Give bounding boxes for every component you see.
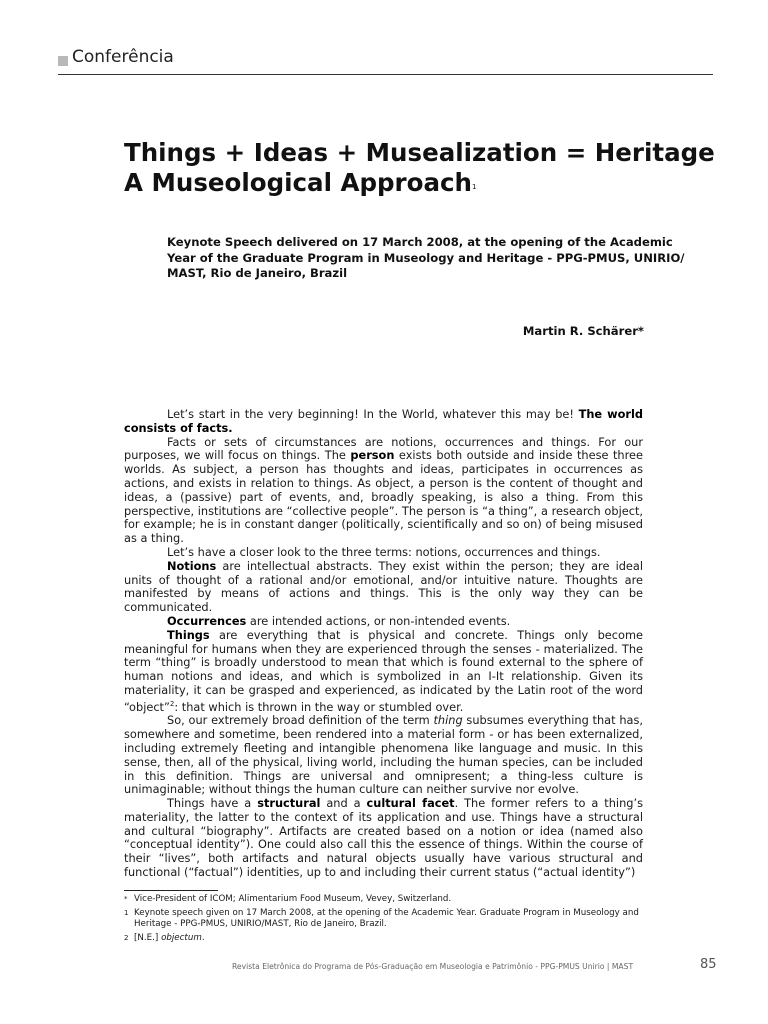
footnotes — [124, 894, 649, 944]
footnote-1 — [124, 908, 649, 930]
bold-span: structural — [257, 796, 321, 811]
text-span: are everything that is physical and concrete. Things only become meaningful for humans when they are experienced through the senses - materialized. The term “thing” is broadly understood to mean that which is found external to the sphere of human notions and ideas, and which is symbolized in an I-It relationship. Given its materiality, it can be grasped and experienced, as indicated by the Latin root of the word “object” — [124, 627, 643, 714]
footnote-ref: 2 — [169, 699, 175, 708]
keynote-info — [167, 235, 685, 282]
text-span: [N.E.] — [134, 933, 162, 943]
paragraph — [124, 436, 643, 546]
journal-footer: Revista Eletrônica do Programa de Pós-Graduação em Museologia e Patrimônio - PPG-PMUS Unirio | MAST — [232, 962, 634, 971]
article-body — [124, 408, 643, 880]
paragraph — [124, 629, 643, 715]
section-header — [58, 47, 713, 77]
header-rule — [58, 74, 713, 75]
text-span: subsumes everything that has, somewhere and sometime, been rendered into a material form - or has been externalized, including extremely fleeting and intangible phenomena like language and music. In this sense, then, all of the physical, living world, including the human species, can be included in this definition. Things are universal and omnipresent; a thing-less culture is unimaginable; without things the human culture can neither survive nor evolve. — [124, 713, 643, 797]
text-span: . The former refers to a thing’s materiality, the latter to the context of its application and use. Things have a structural and cultural “biography”. Artifacts are created based on a notion or idea (named also “conceptual identity”). One could also call this the essence of things. Within the course of their “lives”, both artifacts and natural objects usually have various structural and functional (“factual”) identities, up to and including their current status (“actual identity”) — [124, 796, 643, 880]
footnote-star — [124, 894, 649, 905]
text-span: Facts or sets of circumstances are notions, occurrences and things. For our purposes, we will focus on things. The — [124, 434, 643, 463]
bold-span: person — [350, 448, 395, 463]
title-line-2 — [124, 168, 684, 198]
paragraph — [124, 797, 643, 880]
text-span: . — [201, 933, 205, 943]
section-label: Conferência — [72, 47, 174, 67]
author-name: Martin R. Schärer* — [522, 324, 644, 338]
footnote-mark: 1 — [124, 909, 129, 917]
bold-span: Things — [167, 627, 210, 642]
title-footnote-ref: 1 — [471, 183, 477, 191]
text-span: So, our extremely broad definition of the term — [167, 713, 434, 728]
text-span: are intended actions, or non-intended events. — [246, 613, 511, 628]
title-line-2-text: A Museological Approach — [124, 168, 472, 197]
paragraph — [124, 714, 643, 797]
footnote-mark: 2 — [124, 934, 129, 942]
text-span: exists both outside and inside these three worlds. As subject, a person has thoughts and ideas, participates in occurrences as actions, and exists in relation to things. As object, a person is the content of thought and ideas, a (passive) part of events, and, broadly speaking, is also a thing. From this perspective, institutions are “collective people”. The person is “a thing”, a research object, for example; he is in constant danger (politically, scientifically and so on) of being misused as a thing. — [124, 448, 643, 546]
footnote-2 — [124, 933, 649, 944]
paragraph: Let’s have a closer look to the three terms: notions, occurrences and things. — [167, 544, 601, 559]
text-span: Things have a — [167, 796, 258, 811]
page-number: 85 — [700, 957, 717, 972]
keynote-line: Keynote Speech delivered on 17 March 2008, at the opening of the Academic — [167, 235, 673, 249]
footnote-text — [134, 933, 649, 944]
title-line-1: Things + Ideas + Musealization = Heritage — [124, 138, 715, 167]
italic-span: objectum — [161, 933, 202, 943]
text-span: : that which is thrown in the way or stumbled over. — [174, 699, 464, 714]
bold-span: Occurrences — [167, 613, 247, 628]
paragraph — [124, 560, 643, 615]
paragraph — [124, 408, 643, 436]
footnote-text: Vice-President of ICOM; Alimentarium Food Museum, Vevey, Switzerland. — [134, 894, 452, 904]
square-bullet-icon — [58, 56, 68, 66]
paragraph — [124, 615, 643, 629]
text-span: Let’s start in the very beginning! In the World, whatever this may be! — [167, 407, 579, 421]
bold-span: The world consists of facts. — [124, 407, 643, 435]
footnote-text: Keynote speech given on 17 March 2008, at the opening of the Academic Year. Graduate Program in Museology and Heritage - PPG-PMUS, UNIRIO/MAST, Rio de Janeiro, Brazil. — [134, 908, 639, 929]
italic-span: thing — [433, 713, 463, 728]
bold-span: cultural facet — [366, 796, 455, 811]
keynote-line: MAST, Rio de Janeiro, Brazil — [167, 266, 348, 280]
bold-span: Notions — [167, 558, 217, 573]
text-span: are intellectual abstracts. They exist within the person; they are ideal units of thought of a rational and/or emotional, and/or intuitive nature. Thoughts are manifested by means of actions and things. This is the only way they can be communicated. — [124, 558, 643, 615]
article-title — [124, 138, 715, 198]
footnote-rule — [124, 890, 218, 891]
footnote-mark: * — [124, 895, 128, 903]
text-span: and a — [320, 796, 367, 811]
keynote-line: Year of the Graduate Program in Museology and Heritage - PPG-PMUS, UNIRIO/ — [167, 250, 685, 265]
